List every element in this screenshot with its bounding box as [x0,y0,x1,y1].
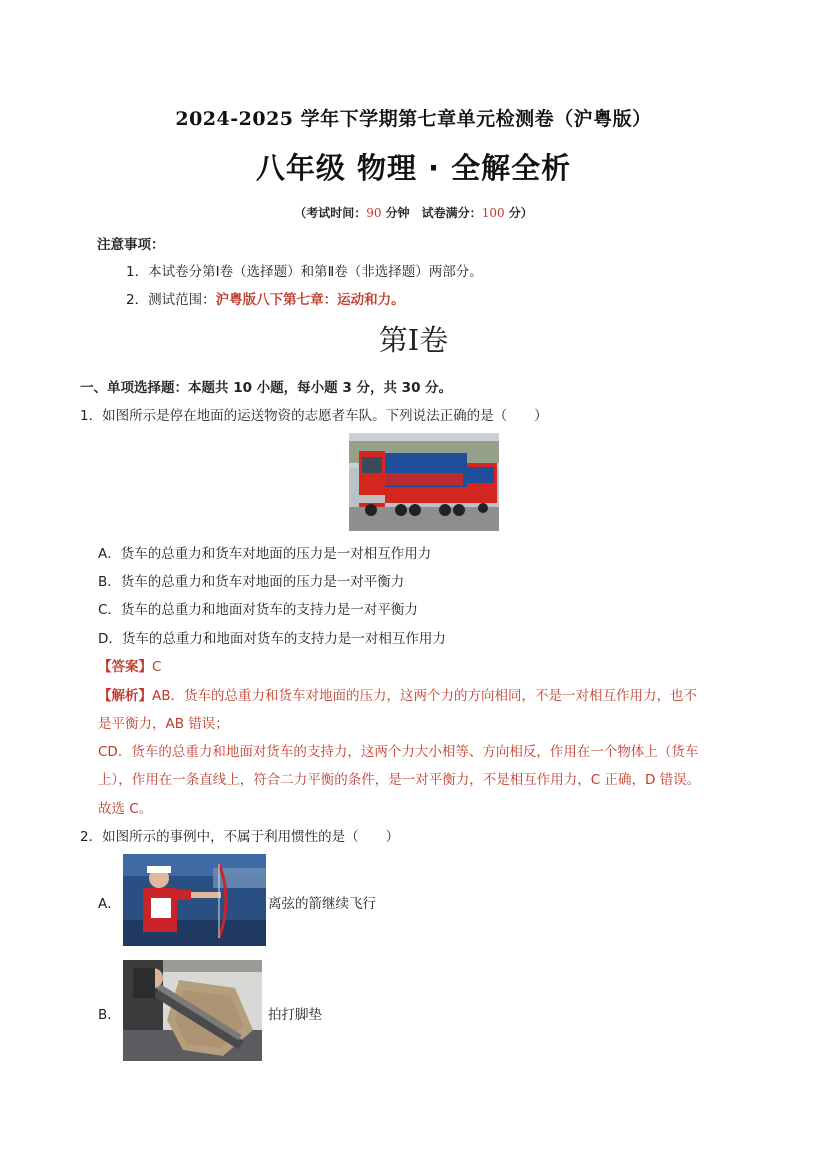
exam-info-mid: 分钟 试卷满分： [381,206,482,220]
notice-item-2-prefix: 2．测试范围： [126,292,216,308]
exam-score: 100 [481,206,505,220]
exam-time: 90 [366,206,382,220]
question-1-analysis-line-2: 是平衡力，AB 错误； [98,716,229,732]
notice-heading: 注意事项： [97,237,165,253]
notice-item-2 [126,288,405,308]
question-2-option-b-letter: B． [98,1007,121,1023]
analysis-text-1: AB．货车的总重力和货车对地面的压力，这两个力的方向相同，不是一对相互作用力，也不 [152,688,697,704]
mat-beating-photo [123,960,262,1061]
exam-subtitle: 八年级 物理 · 全解全析 [255,151,572,185]
exam-info [0,204,827,221]
answer-tag: 【答案】 [98,659,152,675]
answer-value: C [152,659,162,675]
question-2-option-b-text: 拍打脚垫 [268,1007,322,1023]
question-2-stem: 2．如图所示的事例中，不属于利用惯性的是（ ） [80,829,400,845]
analysis-tag: 【解析】 [98,688,152,704]
notice-item-1: 1．本试卷分第Ⅰ卷（选择题）和第Ⅱ卷（非选择题）两部分。 [126,264,483,280]
truck-photo [349,433,499,531]
question-1-option-a: A．货车的总重力和货车对地面的压力是一对相互作用力 [98,546,432,562]
section-heading: 一、单项选择题：本题共 10 小题，每小题 3 分，共 30 分。 [80,380,453,396]
question-2-option-a-text: 离弦的箭继续飞行 [268,896,376,912]
question-1-answer [98,655,161,675]
exam-title: 2024-2025 学年下学期第七章单元检测卷（沪粤版） [175,108,652,130]
exam-info-suffix: 分） [504,206,533,220]
question-1-analysis-line-3: CD．货车的总重力和地面对货车的支持力，这两个力大小相等、方向相反，作用在一个物体上（货车 [98,744,699,760]
test-scope: 沪粤版八下第七章：运动和力。 [215,292,405,308]
question-1-analysis-line-5: 故选 C。 [98,801,153,817]
question-1-stem: 1．如图所示是停在地面的运送物资的志愿者车队。下列说法正确的是（ ） [80,408,548,424]
question-2-option-a-letter: A． [98,896,121,912]
question-1-option-d: D．货车的总重力和地面对货车的支持力是一对相互作用力 [98,631,446,647]
question-1-analysis-line-1 [98,684,758,704]
question-1-analysis-line-4: 上），作用在一条直线上，符合二力平衡的条件，是一对平衡力，不是相互作用力，C 正确，D 错误。 [98,772,701,788]
exam-info-prefix: （考试时间： [294,206,367,220]
archer-photo [123,854,266,946]
volume-title: 第Ⅰ卷 [378,323,449,357]
question-1-option-c: C．货车的总重力和地面对货车的支持力是一对平衡力 [98,602,418,618]
question-1-option-b: B．货车的总重力和货车对地面的压力是一对平衡力 [98,574,405,590]
